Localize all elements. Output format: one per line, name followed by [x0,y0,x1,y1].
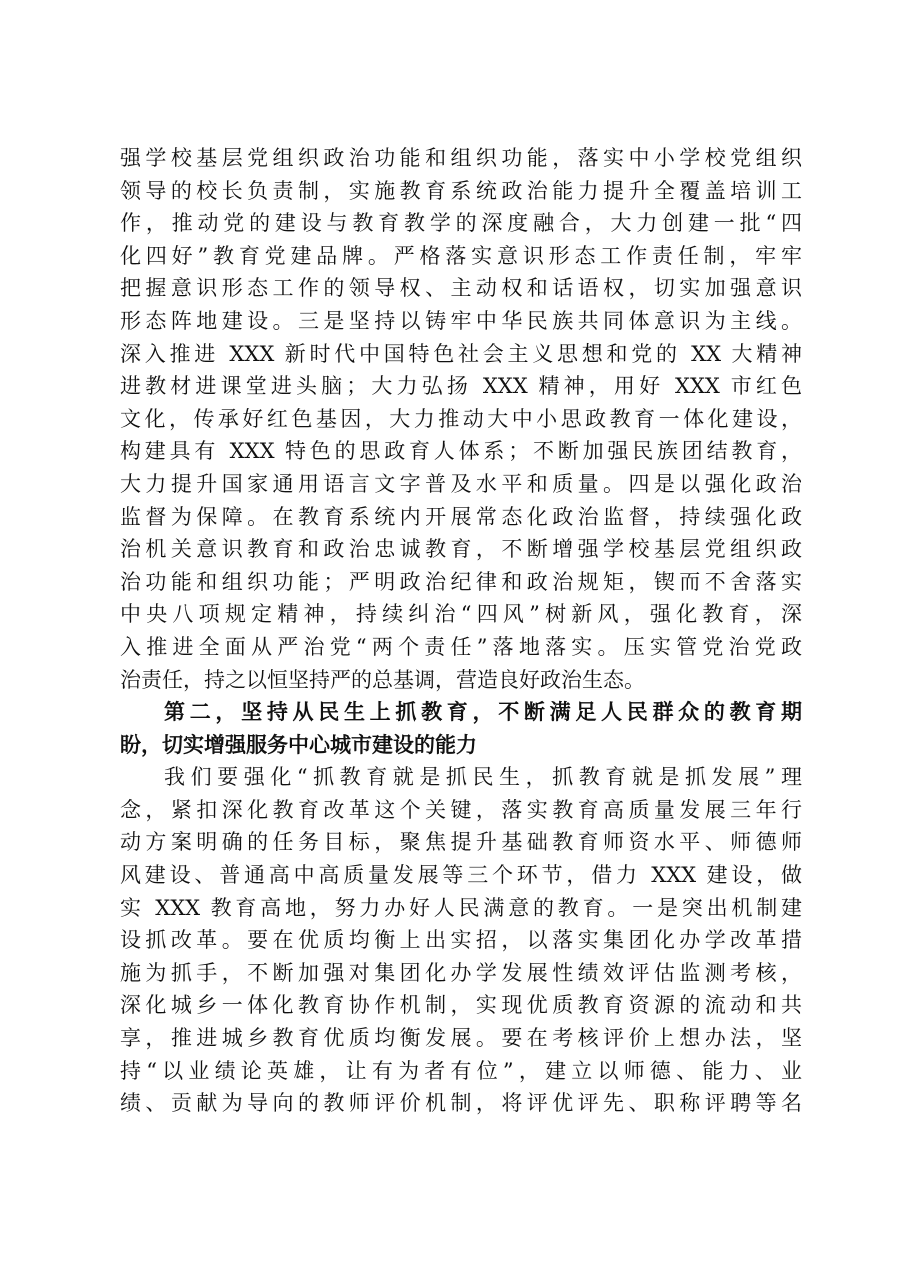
text-line: 形态阵地建设。三是坚持以铸牢中华民族共同体意识为主线。 [120,308,802,333]
text-line: 监督为保障。在教育系统内开展常态化政治监督，持续强化政 [120,504,802,529]
document-page [120,142,802,1120]
text-line: 深化城乡一体化教育协作机制，实现优质教育资源的流动和共 [120,993,802,1018]
paragraph-education-reform [120,761,802,1120]
text-line: 深入推进 XXX 新时代中国特色社会主义思想和党的 XX 大精神 [120,341,802,366]
paragraph-party-building [120,142,802,696]
text-line: 治机关意识教育和政治忠诚教育，不断增强学校基层党组织政 [120,537,802,562]
text-line: 治功能和组织功能；严明政治纪律和政治规矩，锲而不舍落实 [120,569,802,594]
text-line: 进教材进课堂进头脑；大力弘扬 XXX 精神，用好 XXX 市红色 [120,374,802,399]
text-line: 入推进全面从严治党“两个责任”落地落实。压实管党治党政 [120,634,802,659]
text-line: 治责任，持之以恒坚持严的总基调，营造良好政治生态。 [120,667,645,692]
text-line: 持“以业绩论英雄，让有为者有位”，建立以师德、能力、业 [120,1058,802,1083]
text-line: 化四好”教育党建品牌。严格落实意识形态工作责任制，牢牢 [120,243,802,268]
text-line: 领导的校长负责制，实施教育系统政治能力提升全覆盖培训工 [120,178,802,203]
text-line: 绩、贡献为导向的教师评价机制，将评优评先、职称评聘等名 [120,1091,802,1116]
text-line: 实 XXX 教育高地，努力办好人民满意的教育。一是突出机制建 [120,895,802,920]
text-line: 大力提升国家通用语言文字普及水平和质量。四是以强化政治 [120,471,802,496]
text-line: 把握意识形态工作的领导权、主动权和话语权，切实加强意识 [120,276,802,301]
text-line: 强学校基层党组织政治功能和组织功能，落实中小学校党组织 [120,146,802,170]
text-line: 作，推动党的建设与教育教学的深度融合，大力创建一批“四 [120,211,802,236]
heading-line: 第二，坚持从民生上抓教育，不断满足人民群众的教育期 [164,700,802,725]
text-line: 设抓改革。要在优质均衡上出实招，以落实集团化办学改革措 [120,928,802,953]
text-line: 文化，传承好红色基因，大力推动大中小思政教育一体化建设， [120,406,802,431]
heading-line: 盼，切实增强服务中心城市建设的能力 [120,732,477,757]
text-line: 构建具有 XXX 特色的思政育人体系；不断加强民族团结教育， [120,439,802,464]
section-heading [120,696,802,761]
text-line: 念，紧扣深化教育改革这个关键，落实教育高质量发展三年行 [120,797,802,822]
text-line: 动方案明确的任务目标，聚焦提升基础教育师资水平、师德师 [120,830,802,855]
text-line: 施为抓手，不断加强对集团化办学发展性绩效评估监测考核， [120,960,802,985]
text-line: 风建设、普通高中高质量发展等三个环节，借力 XXX 建设，做 [120,863,802,888]
text-line: 享，推进城乡教育优质均衡发展。要在考核评价上想办法，坚 [120,1026,802,1051]
text-line: 中央八项规定精神，持续纠治“四风”树新风，强化教育，深 [120,602,802,627]
text-line: 我们要强化“抓教育就是抓民生，抓教育就是抓发展”理 [164,765,802,790]
